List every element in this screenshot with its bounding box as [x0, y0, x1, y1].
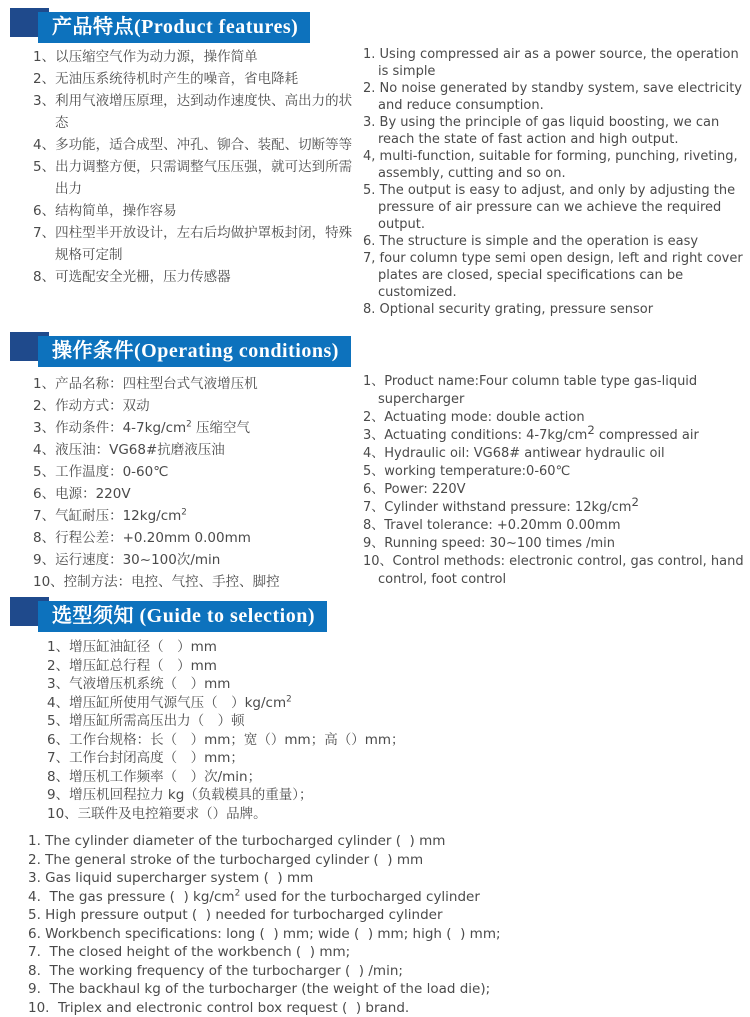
list-item: 10、Control methods: electronic control, gas control, hand control, foot control [363, 553, 744, 589]
product-features-cn-list [0, 46, 363, 288]
list-item: 7、四柱型半开放设计，左右后均做护罩板封闭，特殊规格可定制 [33, 222, 363, 266]
operating-conditions-columns [0, 373, 750, 593]
list-item: 3. Gas liquid supercharger system ( ) mm [28, 869, 740, 888]
list-item: 10、三联件及电控箱要求（）品牌。 [47, 805, 750, 824]
list-item: 2、Actuating mode: double action [363, 409, 744, 427]
list-item: 8、行程公差：+0.20mm 0.00mm [33, 527, 363, 549]
list-item: 10. Triplex and electronic control box request ( ) brand. [28, 999, 740, 1017]
superscript-2: 2 [235, 888, 241, 898]
list-item: 5. The output is easy to adjust, and only by adjusting the pressure of air pressure can we achieve the required output. [363, 182, 744, 233]
list-item: 8、可选配安全光栅，压力传感器 [33, 266, 363, 288]
section-product-features [0, 8, 750, 318]
list-item: 2、作动方式：双动 [33, 395, 363, 417]
operating-conditions-en-list [363, 373, 750, 589]
list-item: 3. By using the principle of gas liquid boosting, we can reach the state of fast action and high output. [363, 114, 744, 148]
list-item: 8、Travel tolerance: +0.20mm 0.00mm [363, 517, 744, 535]
list-item: 6、工作台规格：长（ ）mm；宽（）mm；高（）mm； [47, 731, 750, 750]
list-item: 9、Running speed: 30~100 times /min [363, 535, 744, 553]
list-item: 2、增压缸总行程（ ）mm [47, 657, 750, 676]
list-item: 5. High pressure output ( ) needed for turbocharged cylinder [28, 906, 740, 925]
section-guide-to-selection [0, 597, 750, 1017]
section-header [0, 597, 750, 631]
list-item: 7, four column type semi open design, left and right cover plates are closed, special specifications can be customized. [363, 250, 744, 301]
list-item: 4、多功能，适合成型、冲孔、铆合、装配、切断等等 [33, 134, 363, 156]
list-item: 3、Actuating conditions: $4-7kg/cm^2$ compressed air [363, 427, 744, 445]
list-item: 7. The closed height of the workbench ( ) mm; [28, 943, 740, 962]
list-item: 9. The backhaul kg of the turbocharger (the weight of the load die); [28, 980, 740, 999]
section-title-product-features: 产品特点(Product features) [38, 12, 310, 43]
guide-to-selection-en-list [0, 832, 750, 1017]
list-item: 9、增压机回程拉力 kg（负载模具的重量）； [47, 786, 750, 805]
list-item: 4、增压缸所使用气源气压（ ）$kg/cm^2$ [47, 694, 750, 713]
section-operating-conditions [0, 332, 750, 593]
list-item: 7、Cylinder withstand pressure: $12kg/cm^2$ [363, 499, 744, 517]
list-item: 5、working temperature:0-60℃ [363, 463, 744, 481]
superscript-2: 2 [587, 423, 594, 437]
list-item: 8、增压机工作频率（ ）次/min； [47, 768, 750, 787]
list-item: 3、气液增压机系统（ ）mm [47, 675, 750, 694]
superscript-2: 2 [186, 420, 192, 430]
product-document-page [0, 8, 750, 1001]
list-item: 3、利用气液增压原理，达到动作速度快、高出力的状态 [33, 90, 363, 134]
list-item: 8. The working frequency of the turbocharger ( ) /min; [28, 962, 740, 981]
list-item: 1、以压缩空气作为动力源，操作简单 [33, 46, 363, 68]
list-item: 8. Optional security grating, pressure sensor [363, 301, 744, 318]
list-item: 1、产品名称：四柱型台式气液增压机 [33, 373, 363, 395]
list-item: 10、控制方法：电控、气控、手控、脚控 [33, 571, 363, 593]
list-item: 1、增压缸油缸径（ ）mm [47, 638, 750, 657]
list-item: 5、工作温度：0-60℃ [33, 461, 363, 483]
superscript-2: 2 [286, 694, 292, 704]
operating-conditions-cn-list [0, 373, 363, 593]
product-features-columns [0, 46, 750, 318]
list-item: 1. The cylinder diameter of the turbocharged cylinder ( ) mm [28, 832, 740, 851]
list-item: 2. The general stroke of the turbocharged cylinder ( ) mm [28, 851, 740, 870]
list-item: 6. Workbench specifications: long ( ) mm; wide ( ) mm; high ( ) mm; [28, 925, 740, 944]
list-item: 3、作动条件：$4-7kg/cm^2$ 压缩空气 [33, 417, 363, 439]
list-item: 2、无油压系统待机时产生的噪音，省电降耗 [33, 68, 363, 90]
list-item: 7、气缸耐压：$12kg/cm^2$ [33, 505, 363, 527]
superscript-2: 2 [631, 495, 638, 509]
section-header [0, 8, 750, 42]
superscript-2: 2 [181, 508, 187, 518]
list-item: 5、增压缸所需高压出力（ ）顿 [47, 712, 750, 731]
list-item: 7、工作台封闭高度（ ）mm； [47, 749, 750, 768]
list-item: 6、电源：220V [33, 483, 363, 505]
list-item: 2. No noise generated by standby system, save electricity and reduce consumption. [363, 80, 744, 114]
list-item: 6、Power: 220V [363, 481, 744, 499]
product-features-en-list [363, 46, 750, 318]
guide-to-selection-cn-list [0, 638, 750, 823]
list-item: 6、结构简单，操作容易 [33, 200, 363, 222]
section-header [0, 332, 750, 366]
list-item: 6. The structure is simple and the operation is easy [363, 233, 744, 250]
list-item: 5、出力调整方便，只需调整气压压强，就可达到所需出力 [33, 156, 363, 200]
list-item: 4、液压油：VG68#抗磨液压油 [33, 439, 363, 461]
list-item: 9、运行速度：30~100次/min [33, 549, 363, 571]
section-title-guide-to-selection: 选型须知 (Guide to selection) [38, 601, 327, 632]
list-item: 4. The gas pressure ( ) $kg/cm^2$ used for the turbocharged cylinder [28, 888, 740, 907]
section-title-operating-conditions: 操作条件(Operating conditions) [38, 336, 351, 367]
list-item: 1. Using compressed air as a power source, the operation is simple [363, 46, 744, 80]
list-item: 1、Product name:Four column table type gas-liquid supercharger [363, 373, 744, 409]
list-item: 4, multi-function, suitable for forming, punching, riveting, assembly, cutting and so on. [363, 148, 744, 182]
list-item: 4、Hydraulic oil: VG68# antiwear hydraulic oil [363, 445, 744, 463]
